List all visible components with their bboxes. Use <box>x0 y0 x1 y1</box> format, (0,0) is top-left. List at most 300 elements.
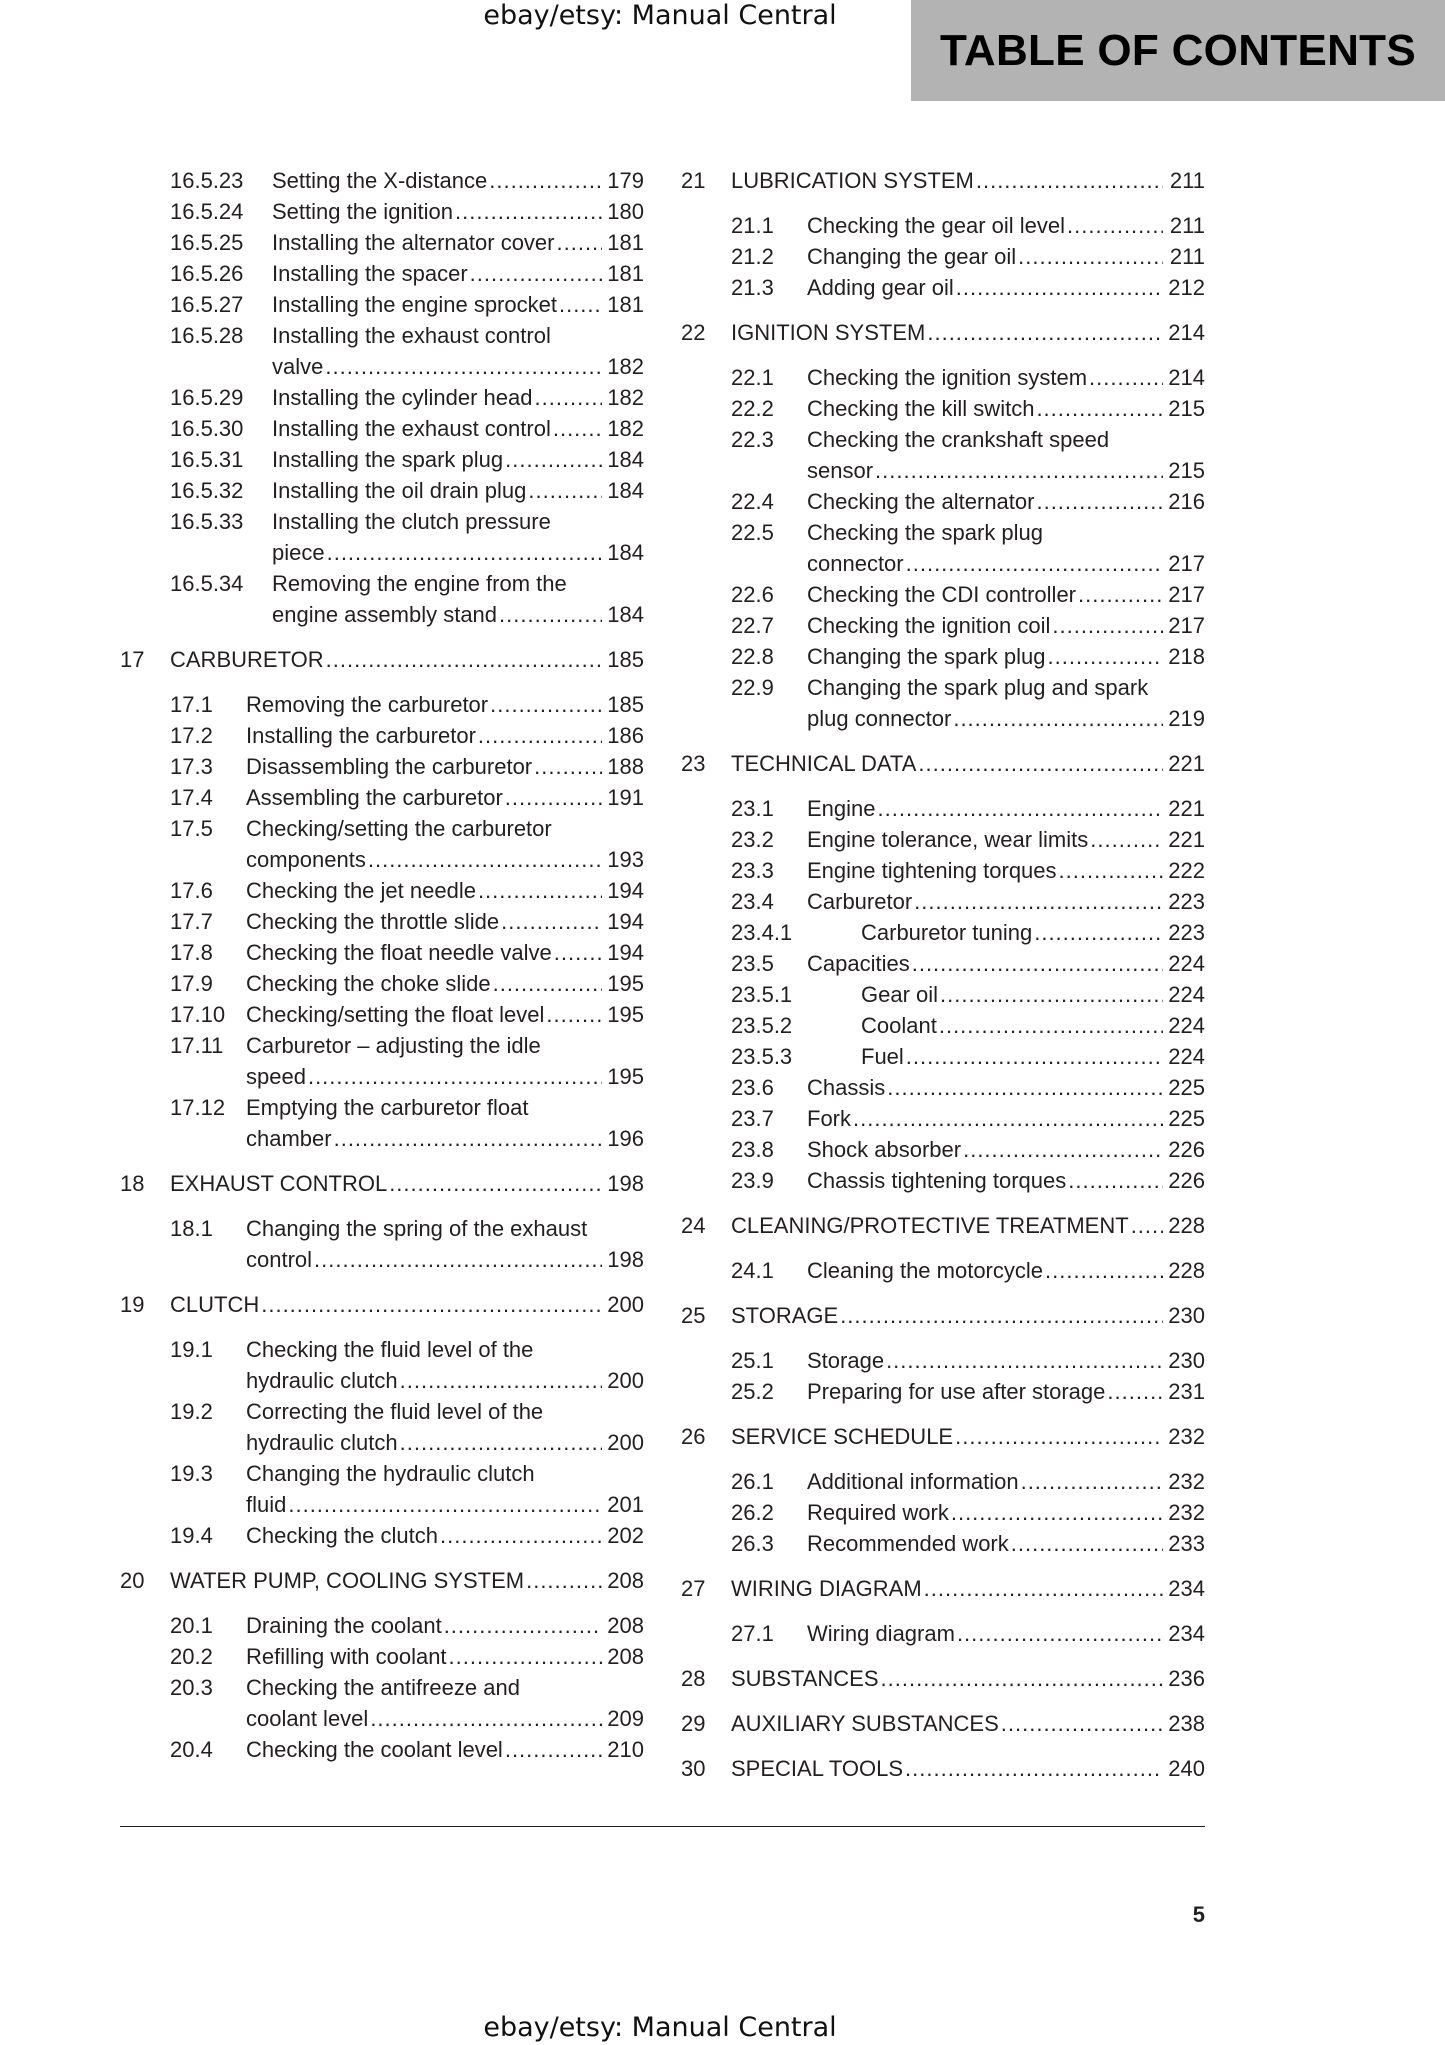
header-banner <box>911 0 1445 101</box>
entry-number: 23.3 <box>731 858 774 883</box>
entry-number: 16.5.33 <box>170 509 244 534</box>
dot-leader <box>327 537 602 568</box>
entry-title: Checking the ignition coil <box>807 613 1051 638</box>
page-ref: 232 <box>1168 1500 1205 1525</box>
dot-leader <box>455 196 602 227</box>
entry-title: Recommended work <box>807 1531 1009 1556</box>
page-ref: 211 <box>1169 168 1205 193</box>
toc-entry[interactable] <box>681 1072 1205 1103</box>
entry-number: 16.5.26 <box>170 261 244 286</box>
entry-title: Checking the CDI controller <box>807 582 1077 607</box>
entry-number: 23.5.3 <box>731 1044 793 1069</box>
entry-number: 23.4.1 <box>731 920 793 945</box>
entry-title: Removing the carburetor <box>246 692 489 717</box>
dot-leader <box>1034 917 1163 948</box>
entry-number: 23.8 <box>731 1137 774 1162</box>
chapter-number: 20 <box>120 1568 145 1593</box>
chapter-title: WIRING DIAGRAM <box>731 1576 922 1601</box>
toc-entry[interactable] <box>120 506 644 568</box>
toc-entry[interactable] <box>120 1030 644 1092</box>
page-ref: 224 <box>1168 1044 1205 1069</box>
chapter-title: LUBRICATION SYSTEM <box>731 168 974 193</box>
chapter-number: 24 <box>681 1213 706 1238</box>
toc-entry[interactable] <box>120 689 644 720</box>
page-ref: 234 <box>1168 1621 1205 1646</box>
toc-chapter[interactable] <box>681 1300 1205 1331</box>
dot-leader <box>334 1123 602 1154</box>
entry-number: 27.1 <box>731 1621 774 1646</box>
toc-entry[interactable] <box>120 1458 644 1520</box>
toc-entry[interactable] <box>681 1010 1205 1041</box>
toc-left-column <box>120 165 644 1765</box>
toc-entry[interactable] <box>120 1610 644 1641</box>
page-ref: 194 <box>607 909 644 934</box>
entry-title: Carburetor – adjusting the idle <box>246 1033 541 1058</box>
toc-entry[interactable] <box>681 241 1205 272</box>
entry-title: Draining the coolant <box>246 1613 442 1638</box>
toc-chapter[interactable] <box>681 1210 1205 1241</box>
dot-leader <box>557 227 603 258</box>
entry-title: Checking the coolant level <box>246 1737 503 1762</box>
page-ref: 198 <box>607 1247 644 1272</box>
toc-entry[interactable] <box>120 999 644 1030</box>
toc-entry[interactable] <box>120 1672 644 1734</box>
chapter-title: WATER PUMP, COOLING SYSTEM <box>170 1568 525 1593</box>
entry-number: 26.2 <box>731 1500 774 1525</box>
page-ref: 184 <box>607 447 644 472</box>
entry-title: hydraulic clutch <box>246 1368 398 1393</box>
dot-leader <box>840 1300 1163 1331</box>
toc-entry[interactable] <box>681 610 1205 641</box>
page-ref: 230 <box>1168 1303 1205 1328</box>
entry-title: Checking the kill switch <box>807 396 1035 421</box>
toc-entry[interactable] <box>120 906 644 937</box>
toc-entry[interactable] <box>120 1213 644 1275</box>
chapter-number: 30 <box>681 1756 706 1781</box>
toc-entry[interactable] <box>120 1092 644 1154</box>
dot-leader <box>554 937 602 968</box>
dot-leader <box>288 1489 602 1520</box>
page-ref: 226 <box>1168 1137 1205 1162</box>
toc-entry[interactable] <box>681 362 1205 393</box>
chapter-number: 25 <box>681 1303 706 1328</box>
toc-entry[interactable] <box>120 289 644 320</box>
dot-leader <box>1018 241 1163 272</box>
dot-leader <box>878 793 1163 824</box>
toc-chapter[interactable] <box>120 1565 644 1596</box>
dot-leader <box>955 1421 1163 1452</box>
toc-entry[interactable] <box>120 751 644 782</box>
toc-entry[interactable] <box>681 979 1205 1010</box>
page-ref: 185 <box>607 647 644 672</box>
dot-leader <box>1059 855 1163 886</box>
toc-entry[interactable] <box>120 444 644 475</box>
toc-entry[interactable] <box>681 517 1205 579</box>
entry-number: 23.7 <box>731 1106 774 1131</box>
entry-title: control <box>246 1247 313 1272</box>
page-ref: 208 <box>607 1644 644 1669</box>
page-ref: 215 <box>1168 458 1205 483</box>
dot-leader <box>470 258 602 289</box>
entry-title: Changing the hydraulic clutch <box>246 1461 535 1486</box>
page-ref: 195 <box>607 971 644 996</box>
toc-entry[interactable] <box>681 1528 1205 1559</box>
dot-leader <box>400 1365 602 1396</box>
entry-number: 16.5.23 <box>170 168 244 193</box>
entry-number: 23.5.1 <box>731 982 793 1007</box>
entry-title: fluid <box>246 1492 287 1517</box>
entry-number: 26.1 <box>731 1469 774 1494</box>
dot-leader <box>953 703 1163 734</box>
chapter-title: CLUTCH <box>170 1292 260 1317</box>
entry-number: 17.9 <box>170 971 213 996</box>
entry-number: 16.5.29 <box>170 385 244 410</box>
entry-number: 17.2 <box>170 723 213 748</box>
chapter-title: IGNITION SYSTEM <box>731 320 926 345</box>
dot-leader <box>1021 1466 1163 1497</box>
entry-number: 16.5.25 <box>170 230 244 255</box>
page-ref: 180 <box>607 199 644 224</box>
toc-chapter[interactable] <box>681 165 1205 196</box>
toc-entry[interactable] <box>120 968 644 999</box>
entry-title: Installing the clutch pressure <box>272 509 551 534</box>
page-ref: 230 <box>1168 1348 1205 1373</box>
toc-entry[interactable] <box>681 886 1205 917</box>
entry-title: Changing the spark plug <box>807 644 1046 669</box>
entry-number: 18.1 <box>170 1216 213 1241</box>
page-ref: 198 <box>607 1171 644 1196</box>
toc-entry[interactable] <box>120 1396 644 1458</box>
entry-number: 17.12 <box>170 1095 226 1120</box>
toc-chapter[interactable] <box>681 1708 1205 1739</box>
entry-title: Installing the spark plug <box>272 447 504 472</box>
entry-title: Checking the fluid level of the <box>246 1337 534 1362</box>
entry-number: 23.5 <box>731 951 774 976</box>
toc-chapter[interactable] <box>681 317 1205 348</box>
entry-title: Changing the spring of the exhaust <box>246 1216 588 1241</box>
entry-number: 25.1 <box>731 1348 774 1373</box>
page-ref: 221 <box>1168 827 1205 852</box>
dot-leader <box>553 413 602 444</box>
entry-number: 16.5.30 <box>170 416 244 441</box>
page-number: 5 <box>1192 1902 1205 1927</box>
entry-title: Cleaning the motorcycle <box>807 1258 1044 1283</box>
page-ref: 186 <box>607 723 644 748</box>
toc-entry[interactable] <box>120 382 644 413</box>
entry-title: Disassembling the carburetor <box>246 754 533 779</box>
dot-leader <box>1068 1165 1163 1196</box>
entry-title: Additional information <box>807 1469 1019 1494</box>
entry-number: 21.2 <box>731 244 774 269</box>
toc-entry[interactable] <box>681 1134 1205 1165</box>
page-ref: 222 <box>1168 858 1205 883</box>
page-ref: 211 <box>1169 213 1205 238</box>
page-ref: 184 <box>607 478 644 503</box>
toc-entry[interactable] <box>120 196 644 227</box>
dot-leader <box>1045 1255 1163 1286</box>
page-ref: 236 <box>1168 1666 1205 1691</box>
entry-number: 23.6 <box>731 1075 774 1100</box>
toc-entry[interactable] <box>681 1618 1205 1649</box>
page-ref: 184 <box>607 540 644 565</box>
toc-entry[interactable] <box>120 165 644 196</box>
dot-leader <box>912 948 1163 979</box>
entry-title: Checking/setting the carburetor <box>246 816 552 841</box>
entry-number: 21.3 <box>731 275 774 300</box>
page-ref: 240 <box>1168 1756 1205 1781</box>
toc-entry[interactable] <box>681 1376 1205 1407</box>
page-ref: 202 <box>607 1523 644 1548</box>
entry-number: 23.5.2 <box>731 1013 793 1038</box>
entry-title: Emptying the carburetor float <box>246 1095 529 1120</box>
entry-title: Changing the gear oil <box>807 244 1017 269</box>
entry-number: 17.3 <box>170 754 213 779</box>
entry-number: 19.4 <box>170 1523 213 1548</box>
footer-rule <box>120 1826 1205 1827</box>
toc-entry[interactable] <box>120 1520 644 1551</box>
dot-leader <box>939 1010 1163 1041</box>
page-ref: 185 <box>607 692 644 717</box>
entry-number: 17.11 <box>170 1033 224 1058</box>
toc-entry[interactable] <box>681 1345 1205 1376</box>
dot-leader <box>490 689 602 720</box>
entry-number: 22.1 <box>731 365 774 390</box>
entry-title: Installing the engine sprocket <box>272 292 557 317</box>
chapter-title: EXHAUST CONTROL <box>170 1171 388 1196</box>
dot-leader <box>526 1565 602 1596</box>
toc-chapter[interactable] <box>120 644 644 675</box>
dot-leader <box>887 1072 1163 1103</box>
page-ref: 226 <box>1168 1168 1205 1193</box>
toc-entry[interactable] <box>681 272 1205 303</box>
dot-leader <box>326 644 602 675</box>
toc-entry[interactable] <box>120 1641 644 1672</box>
entry-title: Checking/setting the float level <box>246 1002 545 1027</box>
dot-leader <box>1036 486 1163 517</box>
page-ref: 194 <box>607 878 644 903</box>
page-ref: 216 <box>1168 489 1205 514</box>
page-ref: 225 <box>1168 1075 1205 1100</box>
entry-title: Checking the choke slide <box>246 971 491 996</box>
entry-title: engine assembly stand <box>272 602 498 627</box>
entry-title: coolant level <box>246 1706 369 1731</box>
toc-entry[interactable] <box>681 1255 1205 1286</box>
entry-title: Checking the ignition system <box>807 365 1088 390</box>
entry-title: Installing the oil drain plug <box>272 478 527 503</box>
toc-entry[interactable] <box>120 937 644 968</box>
toc-entry[interactable] <box>681 948 1205 979</box>
dot-leader <box>325 351 602 382</box>
entry-title: Engine <box>807 796 876 821</box>
toc-entry[interactable] <box>681 641 1205 672</box>
entry-number: 23.9 <box>731 1168 774 1193</box>
dot-leader <box>535 382 603 413</box>
entry-number: 24.1 <box>731 1258 774 1283</box>
page-ref: 195 <box>607 1002 644 1027</box>
toc-entry[interactable] <box>681 486 1205 517</box>
dot-leader <box>1011 1528 1163 1559</box>
toc-entry[interactable] <box>681 793 1205 824</box>
toc-chapter[interactable] <box>120 1168 644 1199</box>
dot-leader <box>389 1168 602 1199</box>
dot-leader <box>905 1753 1163 1784</box>
dot-leader <box>853 1103 1163 1134</box>
dot-leader <box>261 1289 602 1320</box>
dot-leader <box>308 1061 602 1092</box>
entry-title: Checking the alternator <box>807 489 1035 514</box>
entry-title: Refilling with coolant <box>246 1644 447 1669</box>
toc-chapter[interactable] <box>681 1753 1205 1784</box>
entry-number: 22.2 <box>731 396 774 421</box>
toc-entry[interactable] <box>120 413 644 444</box>
toc-entry[interactable] <box>681 393 1205 424</box>
dot-leader <box>478 720 602 751</box>
toc-entry[interactable] <box>681 1041 1205 1072</box>
entry-title: Chassis tightening torques <box>807 1168 1067 1193</box>
entry-title: Installing the spacer <box>272 261 468 286</box>
entry-title: Checking the spark plug <box>807 520 1044 545</box>
entry-number: 17.5 <box>170 816 213 841</box>
dot-leader <box>1090 824 1163 855</box>
entry-title: Preparing for use after storage <box>807 1379 1106 1404</box>
toc-entry[interactable] <box>120 1334 644 1396</box>
entry-title: Installing the exhaust control <box>272 323 551 348</box>
entry-title: Checking the clutch <box>246 1523 438 1548</box>
dot-leader <box>501 906 602 937</box>
page-ref: 228 <box>1168 1258 1205 1283</box>
entry-number: 22.9 <box>731 675 774 700</box>
toc-entry[interactable] <box>120 813 644 875</box>
toc-entry[interactable] <box>681 917 1205 948</box>
dot-leader <box>559 289 602 320</box>
entry-title: Setting the ignition <box>272 199 454 224</box>
dot-leader <box>546 999 602 1030</box>
watermark-bottom: ebay/etsy: Manual Central <box>483 2012 837 2043</box>
entry-title: piece <box>272 540 325 565</box>
chapter-number: 21 <box>681 168 706 193</box>
toc-entry[interactable] <box>120 568 644 630</box>
page-ref: 200 <box>607 1292 644 1317</box>
entry-title: Chassis <box>807 1075 886 1100</box>
toc-entry[interactable] <box>120 720 644 751</box>
entry-number: 22.7 <box>731 613 774 638</box>
page-ref: 221 <box>1168 796 1205 821</box>
page-ref: 215 <box>1168 396 1205 421</box>
entry-number: 16.5.27 <box>170 292 244 317</box>
toc-entry[interactable] <box>681 1466 1205 1497</box>
page-ref: 181 <box>607 230 644 255</box>
dot-leader <box>875 455 1163 486</box>
chapter-number: 23 <box>681 751 706 776</box>
toc-entry[interactable] <box>681 424 1205 486</box>
toc-entry[interactable] <box>681 824 1205 855</box>
toc-chapter[interactable] <box>681 1663 1205 1694</box>
dot-leader <box>906 1041 1163 1072</box>
toc-entry[interactable] <box>120 1734 644 1765</box>
dot-leader <box>940 979 1163 1010</box>
toc-entry[interactable] <box>681 1165 1205 1196</box>
toc-chapter[interactable] <box>120 1289 644 1320</box>
dot-leader <box>499 599 602 630</box>
entry-title: Carburetor <box>807 889 913 914</box>
dot-leader <box>505 782 602 813</box>
entry-number: 22.4 <box>731 489 774 514</box>
toc-entry[interactable] <box>681 210 1205 241</box>
dot-leader <box>370 1703 602 1734</box>
toc-entry[interactable] <box>681 855 1205 886</box>
entry-title: valve <box>272 354 324 379</box>
page-ref: 181 <box>607 261 644 286</box>
dot-leader <box>534 751 602 782</box>
toc-chapter[interactable] <box>681 1421 1205 1452</box>
toc-entry[interactable] <box>120 475 644 506</box>
entry-number: 20.1 <box>170 1613 213 1638</box>
chapter-number: 19 <box>120 1292 145 1317</box>
entry-title: Carburetor tuning <box>861 920 1033 945</box>
chapter-title: CARBURETOR <box>170 647 324 672</box>
toc-entry[interactable] <box>681 1103 1205 1134</box>
toc-entry[interactable] <box>120 875 644 906</box>
entry-title: hydraulic clutch <box>246 1430 398 1455</box>
entry-title: components <box>246 847 366 872</box>
dot-leader <box>505 1734 602 1765</box>
chapter-title: SUBSTANCES <box>731 1666 879 1691</box>
page-ref: 208 <box>607 1613 644 1638</box>
dot-leader <box>957 1618 1163 1649</box>
dot-leader <box>1067 210 1163 241</box>
page-ref: 196 <box>607 1126 644 1151</box>
entry-number: 26.3 <box>731 1531 774 1556</box>
dot-leader <box>400 1427 602 1458</box>
dot-leader <box>440 1520 602 1551</box>
entry-title: Engine tolerance, wear limits <box>807 827 1089 852</box>
dot-leader <box>1107 1376 1163 1407</box>
entry-number: 22.3 <box>731 427 774 452</box>
toc-entry[interactable] <box>120 227 644 258</box>
page-ref: 182 <box>607 385 644 410</box>
toc-entry[interactable] <box>120 258 644 289</box>
toc-entry[interactable] <box>120 782 644 813</box>
entry-number: 17.10 <box>170 1002 226 1027</box>
entry-number: 16.5.34 <box>170 571 244 596</box>
entry-title: Checking the float needle valve <box>246 940 552 965</box>
toc-entry[interactable] <box>681 1497 1205 1528</box>
toc-chapter[interactable] <box>681 1573 1205 1604</box>
dot-leader <box>914 886 1163 917</box>
toc-entry[interactable] <box>681 579 1205 610</box>
dot-leader <box>976 165 1163 196</box>
page-ref: 232 <box>1168 1424 1205 1449</box>
entry-title: Gear oil <box>861 982 939 1007</box>
entry-title: Shock absorber <box>807 1137 962 1162</box>
entry-number: 23.1 <box>731 796 774 821</box>
page-ref: 181 <box>607 292 644 317</box>
page-ref: 211 <box>1169 244 1205 269</box>
page-ref: 201 <box>607 1492 644 1517</box>
toc-entry[interactable] <box>681 672 1205 734</box>
page-ref: 224 <box>1168 1013 1205 1038</box>
entry-title: Capacities <box>807 951 910 976</box>
page-ref: 182 <box>607 354 644 379</box>
dot-leader <box>963 1134 1163 1165</box>
toc-entry[interactable] <box>120 320 644 382</box>
entry-title: Coolant <box>861 1013 937 1038</box>
dot-leader <box>1036 393 1163 424</box>
toc-chapter[interactable] <box>681 748 1205 779</box>
page-ref: 188 <box>607 754 644 779</box>
page-ref: 217 <box>1168 551 1205 576</box>
entry-number: 17.4 <box>170 785 213 810</box>
